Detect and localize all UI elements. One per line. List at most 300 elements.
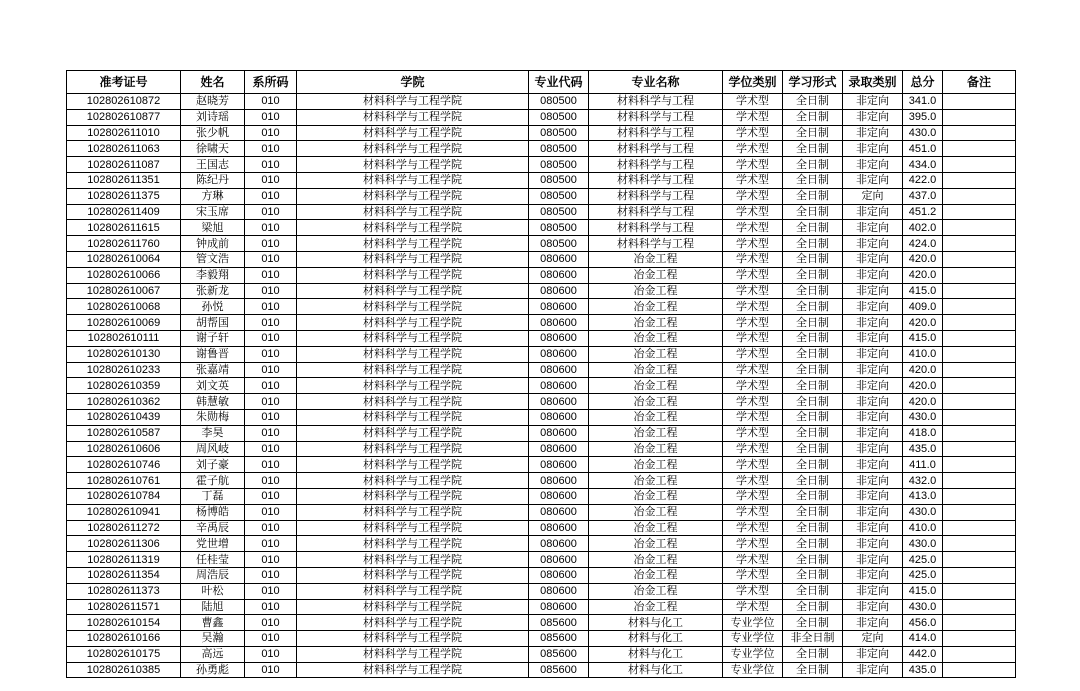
table-row — [67, 441, 1016, 457]
table-row — [67, 536, 1016, 552]
table-row — [67, 425, 1016, 441]
college-cell: 材料科学与工程学院 — [297, 283, 529, 299]
dept-code-cell: 010 — [245, 109, 297, 125]
college-cell: 材料科学与工程学院 — [297, 631, 529, 647]
total-score-cell: 420.0 — [903, 251, 943, 267]
college-cell: 材料科学与工程学院 — [297, 220, 529, 236]
major-code-cell: 080500 — [529, 125, 589, 141]
total-score-cell: 435.0 — [903, 441, 943, 457]
college-cell: 材料科学与工程学院 — [297, 315, 529, 331]
admission-type-cell: 非定向 — [843, 204, 903, 220]
major-name-cell: 材料与化工 — [589, 646, 723, 662]
name-cell: 吴瀚 — [181, 631, 245, 647]
major-name-cell: 冶金工程 — [589, 583, 723, 599]
remarks-cell — [943, 330, 1016, 346]
table-row — [67, 488, 1016, 504]
degree-type-cell: 学术型 — [723, 520, 783, 536]
exam-id-cell: 102802611760 — [67, 236, 181, 252]
exam-id-cell: 102802610069 — [67, 315, 181, 331]
college-cell: 材料科学与工程学院 — [297, 583, 529, 599]
dept-code-cell: 010 — [245, 409, 297, 425]
name-cell: 王国志 — [181, 157, 245, 173]
major-name-cell: 冶金工程 — [589, 330, 723, 346]
major-name-cell: 冶金工程 — [589, 457, 723, 473]
exam-id-cell: 102802610761 — [67, 473, 181, 489]
total-score-cell: 395.0 — [903, 109, 943, 125]
name-cell: 梁旭 — [181, 220, 245, 236]
major-code-cell: 080600 — [529, 315, 589, 331]
remarks-cell — [943, 141, 1016, 157]
table-row — [67, 315, 1016, 331]
remarks-cell — [943, 188, 1016, 204]
admission-type-cell: 非定向 — [843, 567, 903, 583]
study-mode-cell: 全日制 — [783, 362, 843, 378]
study-mode-cell: 全日制 — [783, 346, 843, 362]
college-cell: 材料科学与工程学院 — [297, 172, 529, 188]
dept-code-cell: 010 — [245, 125, 297, 141]
study-mode-cell: 全日制 — [783, 157, 843, 173]
dept-code-cell: 010 — [245, 488, 297, 504]
remarks-cell — [943, 425, 1016, 441]
major-code-cell: 080600 — [529, 488, 589, 504]
major-code-cell: 080600 — [529, 473, 589, 489]
remarks-cell — [943, 362, 1016, 378]
name-cell: 张少帆 — [181, 125, 245, 141]
degree-type-cell: 学术型 — [723, 330, 783, 346]
remarks-cell — [943, 504, 1016, 520]
major-name-cell: 材料科学与工程 — [589, 236, 723, 252]
admission-type-cell: 非定向 — [843, 94, 903, 110]
remarks-cell — [943, 441, 1016, 457]
degree-type-cell: 学术型 — [723, 599, 783, 615]
table-row — [67, 567, 1016, 583]
major-code-cell: 080500 — [529, 204, 589, 220]
table-row — [67, 346, 1016, 362]
dept-code-cell: 010 — [245, 283, 297, 299]
degree-type-cell: 学术型 — [723, 141, 783, 157]
major-code-cell: 080600 — [529, 504, 589, 520]
total-score-cell: 413.0 — [903, 488, 943, 504]
major-code-cell: 080600 — [529, 552, 589, 568]
major-name-cell: 材料科学与工程 — [589, 204, 723, 220]
dept-code-cell: 010 — [245, 631, 297, 647]
total-score-cell: 425.0 — [903, 552, 943, 568]
total-score-cell: 411.0 — [903, 457, 943, 473]
remarks-cell — [943, 236, 1016, 252]
major-name-cell: 材料科学与工程 — [589, 172, 723, 188]
header-major-name: 专业名称 — [589, 71, 723, 94]
name-cell: 宋玉席 — [181, 204, 245, 220]
degree-type-cell: 学术型 — [723, 473, 783, 489]
degree-type-cell: 学术型 — [723, 362, 783, 378]
degree-type-cell: 专业学位 — [723, 662, 783, 678]
college-cell: 材料科学与工程学院 — [297, 646, 529, 662]
college-cell: 材料科学与工程学院 — [297, 425, 529, 441]
college-cell: 材料科学与工程学院 — [297, 457, 529, 473]
name-cell: 张新龙 — [181, 283, 245, 299]
dept-code-cell: 010 — [245, 662, 297, 678]
admission-type-cell: 定向 — [843, 631, 903, 647]
table-row — [67, 267, 1016, 283]
dept-code-cell: 010 — [245, 646, 297, 662]
major-name-cell: 材料与化工 — [589, 615, 723, 631]
remarks-cell — [943, 409, 1016, 425]
admission-type-cell: 非定向 — [843, 172, 903, 188]
header-major-code: 专业代码 — [529, 71, 589, 94]
study-mode-cell: 全日制 — [783, 457, 843, 473]
major-name-cell: 冶金工程 — [589, 552, 723, 568]
total-score-cell: 425.0 — [903, 567, 943, 583]
degree-type-cell: 学术型 — [723, 109, 783, 125]
major-code-cell: 085600 — [529, 615, 589, 631]
remarks-cell — [943, 662, 1016, 678]
major-name-cell: 材料科学与工程 — [589, 220, 723, 236]
college-cell: 材料科学与工程学院 — [297, 330, 529, 346]
dept-code-cell: 010 — [245, 267, 297, 283]
exam-id-cell: 102802610130 — [67, 346, 181, 362]
total-score-cell: 424.0 — [903, 236, 943, 252]
exam-id-cell: 102802610067 — [67, 283, 181, 299]
college-cell: 材料科学与工程学院 — [297, 409, 529, 425]
dept-code-cell: 010 — [245, 188, 297, 204]
exam-id-cell: 102802611375 — [67, 188, 181, 204]
major-name-cell: 冶金工程 — [589, 488, 723, 504]
exam-id-cell: 102802610784 — [67, 488, 181, 504]
table-body — [67, 94, 1016, 678]
exam-id-cell: 102802611010 — [67, 125, 181, 141]
total-score-cell: 451.0 — [903, 141, 943, 157]
remarks-cell — [943, 283, 1016, 299]
total-score-cell: 435.0 — [903, 662, 943, 678]
study-mode-cell: 全日制 — [783, 220, 843, 236]
study-mode-cell: 全日制 — [783, 251, 843, 267]
header-dept-code: 系所码 — [245, 71, 297, 94]
study-mode-cell: 全日制 — [783, 172, 843, 188]
major-name-cell: 材料科学与工程 — [589, 141, 723, 157]
name-cell: 胡帮国 — [181, 315, 245, 331]
remarks-cell — [943, 552, 1016, 568]
dept-code-cell: 010 — [245, 315, 297, 331]
degree-type-cell: 学术型 — [723, 236, 783, 252]
remarks-cell — [943, 488, 1016, 504]
study-mode-cell: 全日制 — [783, 425, 843, 441]
dept-code-cell: 010 — [245, 425, 297, 441]
major-name-cell: 冶金工程 — [589, 394, 723, 410]
admission-type-cell: 非定向 — [843, 552, 903, 568]
degree-type-cell: 学术型 — [723, 552, 783, 568]
remarks-cell — [943, 646, 1016, 662]
degree-type-cell: 学术型 — [723, 299, 783, 315]
dept-code-cell: 010 — [245, 378, 297, 394]
exam-id-cell: 102802610362 — [67, 394, 181, 410]
table-row — [67, 583, 1016, 599]
degree-type-cell: 学术型 — [723, 567, 783, 583]
name-cell: 高远 — [181, 646, 245, 662]
name-cell: 徐啸天 — [181, 141, 245, 157]
remarks-cell — [943, 299, 1016, 315]
major-name-cell: 冶金工程 — [589, 378, 723, 394]
remarks-cell — [943, 583, 1016, 599]
major-code-cell: 080600 — [529, 425, 589, 441]
total-score-cell: 420.0 — [903, 315, 943, 331]
dept-code-cell: 010 — [245, 236, 297, 252]
college-cell: 材料科学与工程学院 — [297, 299, 529, 315]
table-row — [67, 188, 1016, 204]
exam-id-cell: 102802611306 — [67, 536, 181, 552]
total-score-cell: 420.0 — [903, 267, 943, 283]
study-mode-cell: 全日制 — [783, 504, 843, 520]
table-row — [67, 299, 1016, 315]
name-cell: 孙勇彪 — [181, 662, 245, 678]
degree-type-cell: 学术型 — [723, 504, 783, 520]
name-cell: 韩慧敏 — [181, 394, 245, 410]
college-cell: 材料科学与工程学院 — [297, 662, 529, 678]
degree-type-cell: 学术型 — [723, 283, 783, 299]
degree-type-cell: 学术型 — [723, 425, 783, 441]
major-name-cell: 材料科学与工程 — [589, 125, 723, 141]
table-row — [67, 362, 1016, 378]
admission-type-cell: 非定向 — [843, 109, 903, 125]
dept-code-cell: 010 — [245, 457, 297, 473]
total-score-cell: 415.0 — [903, 583, 943, 599]
name-cell: 谢鲁晋 — [181, 346, 245, 362]
remarks-cell — [943, 536, 1016, 552]
study-mode-cell: 全日制 — [783, 94, 843, 110]
table-row — [67, 504, 1016, 520]
major-code-cell: 080500 — [529, 94, 589, 110]
college-cell: 材料科学与工程学院 — [297, 394, 529, 410]
degree-type-cell: 学术型 — [723, 204, 783, 220]
major-code-cell: 080500 — [529, 109, 589, 125]
major-code-cell: 080500 — [529, 157, 589, 173]
major-code-cell: 080600 — [529, 441, 589, 457]
exam-id-cell: 102802610941 — [67, 504, 181, 520]
dept-code-cell: 010 — [245, 346, 297, 362]
admission-type-cell: 非定向 — [843, 536, 903, 552]
header-admission-type: 录取类别 — [843, 71, 903, 94]
total-score-cell: 414.0 — [903, 631, 943, 647]
total-score-cell: 341.0 — [903, 94, 943, 110]
total-score-cell: 420.0 — [903, 394, 943, 410]
major-code-cell: 080500 — [529, 188, 589, 204]
college-cell: 材料科学与工程学院 — [297, 188, 529, 204]
admission-type-cell: 非定向 — [843, 441, 903, 457]
name-cell: 朱勋梅 — [181, 409, 245, 425]
major-name-cell: 材料科学与工程 — [589, 157, 723, 173]
table-row — [67, 283, 1016, 299]
study-mode-cell: 全日制 — [783, 330, 843, 346]
degree-type-cell: 学术型 — [723, 488, 783, 504]
major-code-cell: 080600 — [529, 520, 589, 536]
table-row — [67, 631, 1016, 647]
header-degree-type: 学位类别 — [723, 71, 783, 94]
major-name-cell: 冶金工程 — [589, 536, 723, 552]
major-name-cell: 冶金工程 — [589, 599, 723, 615]
study-mode-cell: 全日制 — [783, 267, 843, 283]
major-code-cell: 085600 — [529, 631, 589, 647]
name-cell: 李昊 — [181, 425, 245, 441]
study-mode-cell: 全日制 — [783, 125, 843, 141]
name-cell: 辛禹辰 — [181, 520, 245, 536]
remarks-cell — [943, 220, 1016, 236]
dept-code-cell: 010 — [245, 362, 297, 378]
exam-id-cell: 102802610385 — [67, 662, 181, 678]
name-cell: 周风岐 — [181, 441, 245, 457]
name-cell: 钟成前 — [181, 236, 245, 252]
exam-id-cell: 102802611409 — [67, 204, 181, 220]
dept-code-cell: 010 — [245, 94, 297, 110]
study-mode-cell: 全日制 — [783, 662, 843, 678]
major-code-cell: 080600 — [529, 283, 589, 299]
admission-type-cell: 非定向 — [843, 251, 903, 267]
study-mode-cell: 全日制 — [783, 236, 843, 252]
college-cell: 材料科学与工程学院 — [297, 346, 529, 362]
exam-id-cell: 102802610233 — [67, 362, 181, 378]
table-row — [67, 204, 1016, 220]
dept-code-cell: 010 — [245, 157, 297, 173]
name-cell: 杨博皓 — [181, 504, 245, 520]
exam-id-cell: 102802611087 — [67, 157, 181, 173]
college-cell: 材料科学与工程学院 — [297, 267, 529, 283]
study-mode-cell: 全日制 — [783, 283, 843, 299]
admission-type-cell: 非定向 — [843, 662, 903, 678]
dept-code-cell: 010 — [245, 615, 297, 631]
admission-type-cell: 非定向 — [843, 520, 903, 536]
college-cell: 材料科学与工程学院 — [297, 204, 529, 220]
name-cell: 李毅翔 — [181, 267, 245, 283]
study-mode-cell: 非全日制 — [783, 631, 843, 647]
remarks-cell — [943, 473, 1016, 489]
dept-code-cell: 010 — [245, 567, 297, 583]
remarks-cell — [943, 204, 1016, 220]
major-code-cell: 080600 — [529, 267, 589, 283]
name-cell: 刘子豪 — [181, 457, 245, 473]
admission-type-cell: 非定向 — [843, 315, 903, 331]
admission-table — [66, 70, 1016, 678]
table-row — [67, 378, 1016, 394]
dept-code-cell: 010 — [245, 220, 297, 236]
major-name-cell: 冶金工程 — [589, 267, 723, 283]
total-score-cell: 410.0 — [903, 520, 943, 536]
college-cell: 材料科学与工程学院 — [297, 567, 529, 583]
total-score-cell: 409.0 — [903, 299, 943, 315]
exam-id-cell: 102802611354 — [67, 567, 181, 583]
major-name-cell: 冶金工程 — [589, 346, 723, 362]
college-cell: 材料科学与工程学院 — [297, 109, 529, 125]
table-row — [67, 330, 1016, 346]
exam-id-cell: 102802610175 — [67, 646, 181, 662]
admission-type-cell: 非定向 — [843, 583, 903, 599]
major-code-cell: 080600 — [529, 362, 589, 378]
major-name-cell: 冶金工程 — [589, 362, 723, 378]
major-name-cell: 冶金工程 — [589, 409, 723, 425]
exam-id-cell: 102802610439 — [67, 409, 181, 425]
major-name-cell: 材料科学与工程 — [589, 188, 723, 204]
name-cell: 谢子轩 — [181, 330, 245, 346]
name-cell: 孙悦 — [181, 299, 245, 315]
dept-code-cell: 010 — [245, 536, 297, 552]
total-score-cell: 437.0 — [903, 188, 943, 204]
table-row — [67, 109, 1016, 125]
header-remarks: 备注 — [943, 71, 1016, 94]
exam-id-cell: 102802610746 — [67, 457, 181, 473]
college-cell: 材料科学与工程学院 — [297, 94, 529, 110]
degree-type-cell: 学术型 — [723, 378, 783, 394]
total-score-cell: 432.0 — [903, 473, 943, 489]
exam-id-cell: 102802611571 — [67, 599, 181, 615]
admission-type-cell: 非定向 — [843, 488, 903, 504]
table-row — [67, 251, 1016, 267]
major-name-cell: 材料科学与工程 — [589, 109, 723, 125]
study-mode-cell: 全日制 — [783, 441, 843, 457]
admission-type-cell: 非定向 — [843, 299, 903, 315]
remarks-cell — [943, 251, 1016, 267]
exam-id-cell: 102802610877 — [67, 109, 181, 125]
major-code-cell: 080600 — [529, 457, 589, 473]
dept-code-cell: 010 — [245, 520, 297, 536]
table-row — [67, 662, 1016, 678]
degree-type-cell: 学术型 — [723, 267, 783, 283]
name-cell: 陆旭 — [181, 599, 245, 615]
remarks-cell — [943, 378, 1016, 394]
degree-type-cell: 学术型 — [723, 441, 783, 457]
admission-type-cell: 非定向 — [843, 378, 903, 394]
college-cell: 材料科学与工程学院 — [297, 552, 529, 568]
degree-type-cell: 学术型 — [723, 251, 783, 267]
remarks-cell — [943, 346, 1016, 362]
name-cell: 周浩辰 — [181, 567, 245, 583]
major-name-cell: 冶金工程 — [589, 251, 723, 267]
major-code-cell: 080500 — [529, 236, 589, 252]
exam-id-cell: 102802610066 — [67, 267, 181, 283]
degree-type-cell: 学术型 — [723, 94, 783, 110]
degree-type-cell: 学术型 — [723, 125, 783, 141]
degree-type-cell: 学术型 — [723, 394, 783, 410]
total-score-cell: 451.2 — [903, 204, 943, 220]
exam-id-cell: 102802610606 — [67, 441, 181, 457]
remarks-cell — [943, 109, 1016, 125]
total-score-cell: 442.0 — [903, 646, 943, 662]
dept-code-cell: 010 — [245, 251, 297, 267]
table-row — [67, 236, 1016, 252]
total-score-cell: 415.0 — [903, 283, 943, 299]
dept-code-cell: 010 — [245, 473, 297, 489]
exam-id-cell: 102802610872 — [67, 94, 181, 110]
major-code-cell: 080500 — [529, 220, 589, 236]
remarks-cell — [943, 520, 1016, 536]
total-score-cell: 418.0 — [903, 425, 943, 441]
remarks-cell — [943, 125, 1016, 141]
name-cell: 方琳 — [181, 188, 245, 204]
exam-id-cell: 102802611319 — [67, 552, 181, 568]
college-cell: 材料科学与工程学院 — [297, 536, 529, 552]
major-code-cell: 080500 — [529, 172, 589, 188]
total-score-cell: 430.0 — [903, 409, 943, 425]
table-row — [67, 409, 1016, 425]
admission-type-cell: 非定向 — [843, 362, 903, 378]
table-row — [67, 141, 1016, 157]
header-exam-id: 准考证号 — [67, 71, 181, 94]
major-code-cell: 080600 — [529, 567, 589, 583]
college-cell: 材料科学与工程学院 — [297, 615, 529, 631]
admission-type-cell: 非定向 — [843, 141, 903, 157]
study-mode-cell: 全日制 — [783, 615, 843, 631]
header-college: 学院 — [297, 71, 529, 94]
admission-type-cell: 非定向 — [843, 615, 903, 631]
degree-type-cell: 学术型 — [723, 409, 783, 425]
degree-type-cell: 学术型 — [723, 583, 783, 599]
major-code-cell: 080600 — [529, 378, 589, 394]
